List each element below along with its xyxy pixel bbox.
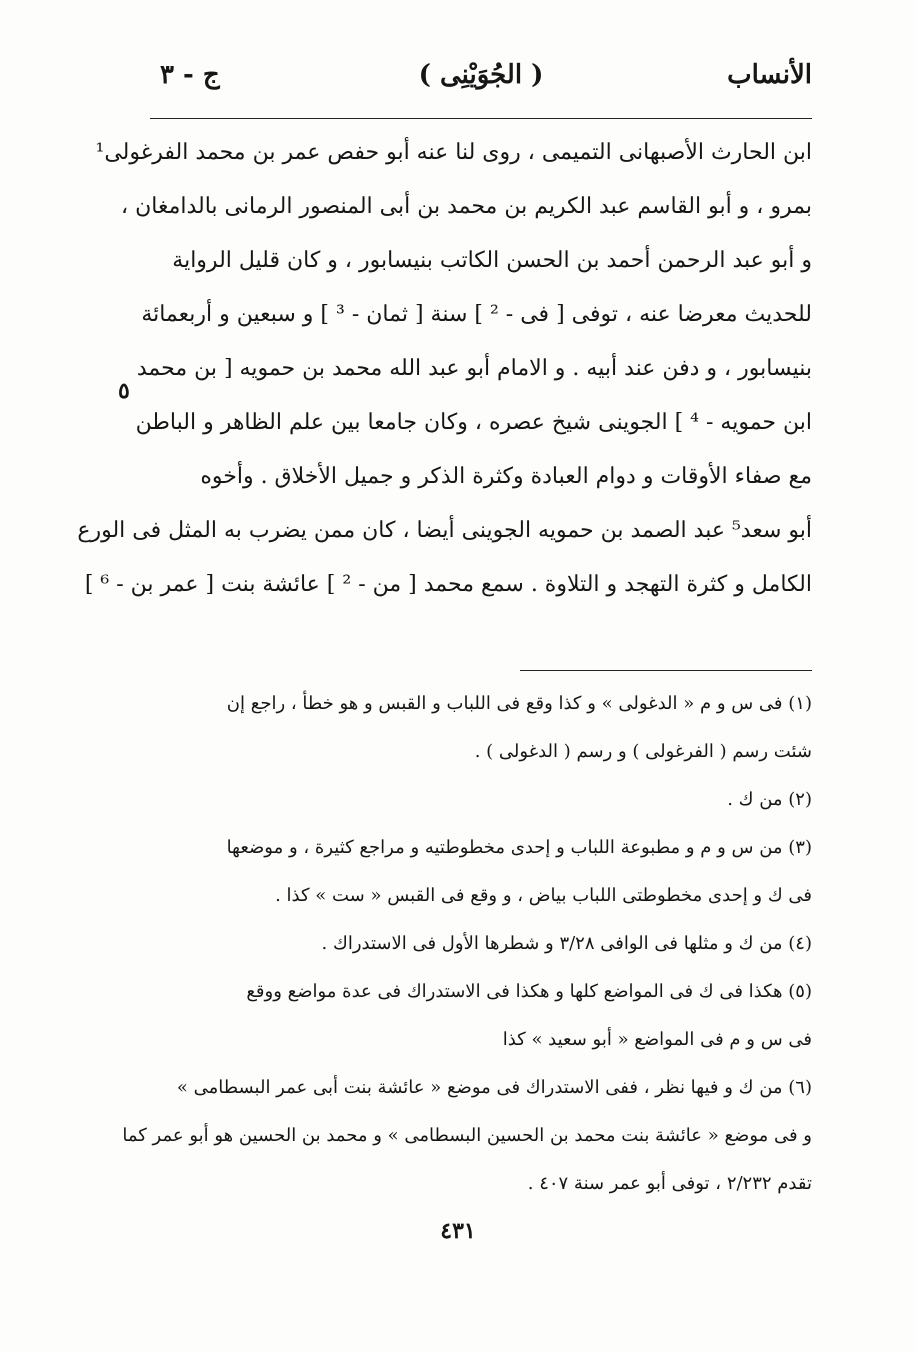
header-entry-title: ( الجُوَيْنِى ) xyxy=(418,60,544,90)
footnote-line: (٥) هكذا فى ك فى المواضع كلها و هكذا فى الاستدراك فى عدة مواضع ووقع xyxy=(246,981,812,1002)
footnote-line: فى ك و إحدى مخطوطتى اللباب بياض ، و وقع فى القبس « ست » كذا . xyxy=(275,885,812,906)
footnote-5 xyxy=(160,968,812,1064)
footnote-line: و فى موضع « عائشة بنت محمد بن الحسين البسطامى » و محمد بن الحسين هو أبو عمر كما xyxy=(122,1125,812,1146)
text-line: بنيسابور ، و دفن عند أبيه . و الامام أبو عبد الله محمد بن حمويه [ بن محمد xyxy=(136,356,812,381)
header-volume-number: ج - ٣ xyxy=(160,60,220,90)
footnote-2 xyxy=(160,776,812,824)
text-line: للحديث معرضا عنه ، توفى [ فى - ² ] سنة [ ثمان - ³ ] و سبعين و أربعمائة xyxy=(141,302,812,327)
footnote-line: (١) فى س و م « الدغولى » و كذا وقع فى اللباب و القبس و هو خطأ ، راجع إن xyxy=(226,693,812,714)
footnote-6 xyxy=(122,1064,812,1208)
footnote-3 xyxy=(160,824,812,920)
footnote-line: (٣) من س و م و مطبوعة اللباب و إحدى مخطوطتيه و مراجع كثيرة ، و موضعها xyxy=(226,837,812,858)
header-book-title: الأنساب xyxy=(727,60,812,90)
footnotes xyxy=(122,680,812,1208)
page-number: ٤٣١ xyxy=(440,1218,476,1244)
footnote-line: (٤) من ك و مثلها فى الوافى ٣/٢٨ و شطرها الأول فى الاستدراك . xyxy=(321,933,812,954)
text-line: ابن حمويه - ⁴ ] الجوينى شيخ عصره ، وكان جامعا بين علم الظاهر و الباطن xyxy=(135,410,812,435)
text-line: أبو سعد⁵ عبد الصمد بن حمويه الجوينى أيضا ، كان ممن يضرب به المثل فى الورع xyxy=(77,518,812,543)
footnote-line: شئت رسم ( الفرغولى ) و رسم ( الدغولى ) . xyxy=(474,741,812,762)
footnote-divider xyxy=(520,670,812,671)
main-text xyxy=(77,126,812,612)
footnote-4 xyxy=(160,920,812,968)
text-line: بمرو ، و أبو القاسم عبد الكريم بن محمد بن أبى المنصور الرمانى بالدامغان ، xyxy=(121,194,812,219)
text-line: الكامل و كثرة التهجد و التلاوة . سمع محمد [ من - ² ] عائشة بنت [ عمر بن - ⁶ ] xyxy=(84,572,812,597)
footnote-line: (٦) من ك و فيها نظر ، ففى الاستدراك فى موضع « عائشة بنت أبى عمر البسطامى » xyxy=(176,1077,812,1098)
footnote-line: فى س و م فى المواضع « أبو سعيد » كذا xyxy=(502,1029,812,1050)
header-divider xyxy=(150,118,812,119)
footnote-line: (٢) من ك . xyxy=(727,789,812,810)
text-line: مع صفاء الأوقات و دوام العبادة وكثرة الذكر و جميل الأخلاق . وأخوه xyxy=(200,464,812,489)
footnote-1 xyxy=(160,680,812,776)
footnote-line: تقدم ٢/٢٣٢ ، توفى أبو عمر سنة ٤٠٧ . xyxy=(527,1173,812,1194)
text-line: ابن الحارث الأصبهانى التميمى ، روى لنا عنه أبو حفص عمر بن محمد الفرغولى¹ xyxy=(95,140,812,165)
running-header xyxy=(150,56,812,106)
line-number-marker: ٥ xyxy=(118,378,130,404)
text-line: و أبو عبد الرحمن أحمد بن الحسن الكاتب بنيسابور ، و كان قليل الرواية xyxy=(172,248,812,273)
